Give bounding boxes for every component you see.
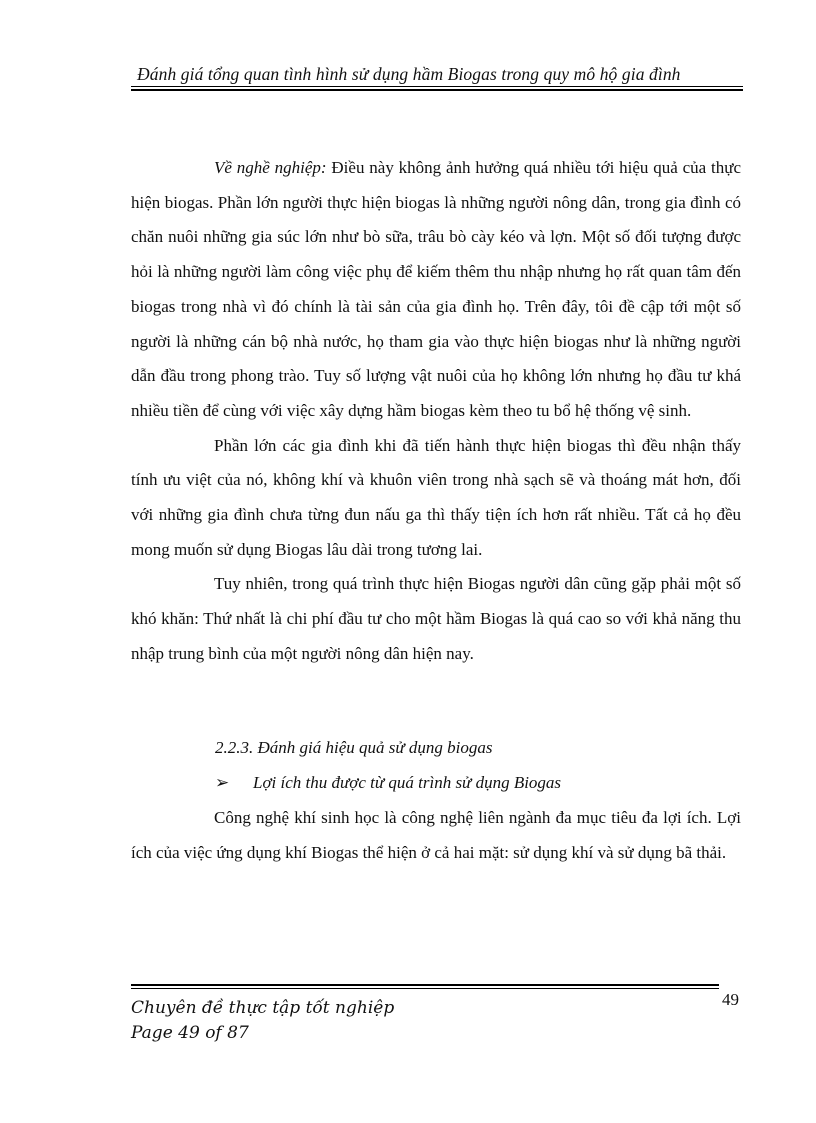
footer-doc-title: Chuyên đề thực tập tốt nghiệp	[131, 998, 395, 1018]
paragraph-biogas-tech: Công nghệ khí sinh học là công nghệ liên ngành đa mục tiêu đa lợi ích. Lợi ích của việc ứng dụng khí Biogas thể hiện ở cả hai mặt: sử dụng khí và sử dụng bã thải.	[131, 808, 741, 862]
body-block-2	[131, 801, 741, 870]
footer-page-count: Page 49 of 87	[131, 1023, 249, 1043]
section-heading: 2.2.3. Đánh giá hiệu quả sử dụng biogas	[215, 738, 493, 757]
paragraph-text: Điều này không ảnh hưởng quá nhiều tới hiệu quả của thực hiện biogas. Phần lớn người thực hiện biogas là những người nông dân, trong gia đình có chăn nuôi những gia súc lớn như bò sữa, trâu bò cày kéo và lợn. Một số đối tượng được hỏi là những người làm công việc phụ để kiếm thêm thu nhập nhưng họ rất quan tâm đến biogas trong nhà vì đó chính là tài sản của gia đình họ. Trên đây, tôi đề cập tới một số người là những cán bộ nhà nước, họ tham gia vào thực hiện biogas như là những người dẫn đầu trong phong trào. Tuy số lượng vật nuôi của họ không lớn nhưng họ đầu tư khá nhiều tiền để cùng với việc xây dựng hầm biogas kèm theo tu bổ hệ thống vệ sinh.	[131, 158, 742, 420]
paragraph-difficulties: Tuy nhiên, trong quá trình thực hiện Biogas người dân cũng gặp phải một số khó khăn: Thứ nhất là chi phí đầu tư cho một hầm Biogas là quá cao so với khả năng thu nhập trung bình của một người nông dân hiện nay.	[131, 574, 741, 663]
arrow-bullet-icon: ➢	[215, 773, 230, 792]
body-block-1	[131, 151, 741, 672]
paragraph-benefits: Phần lớn các gia đình khi đã tiến hành thực hiện biogas thì đều nhận thấy tính ưu việt của nó, không khí và khuôn viên trong nhà sạch sẽ và thoáng mát hơn, đối với những gia đình chưa từng đun nấu ga thì thấy tiện ích hơn rất nhiều. Tất cả họ đều mong muốn sử dụng Biogas lâu dài trong tương lai.	[131, 435, 741, 559]
footer-rule-thick	[131, 984, 719, 986]
page-number: 49	[722, 990, 739, 1009]
footer-rule-thin	[131, 988, 719, 989]
bullet-text: Lợi ích thu được từ quá trình sử dụng Biogas	[253, 773, 562, 792]
paragraph-occupation	[131, 151, 741, 429]
header-rule-thick	[131, 89, 743, 91]
header-rule-thin	[131, 86, 743, 87]
page-header-title: Đánh giá tổng quan tình hình sử dụng hầm Biogas trong quy mô hộ gia đình	[137, 64, 681, 84]
paragraph-lead: Về nghề nghiệp:	[214, 158, 327, 177]
bullet-item	[215, 773, 561, 793]
